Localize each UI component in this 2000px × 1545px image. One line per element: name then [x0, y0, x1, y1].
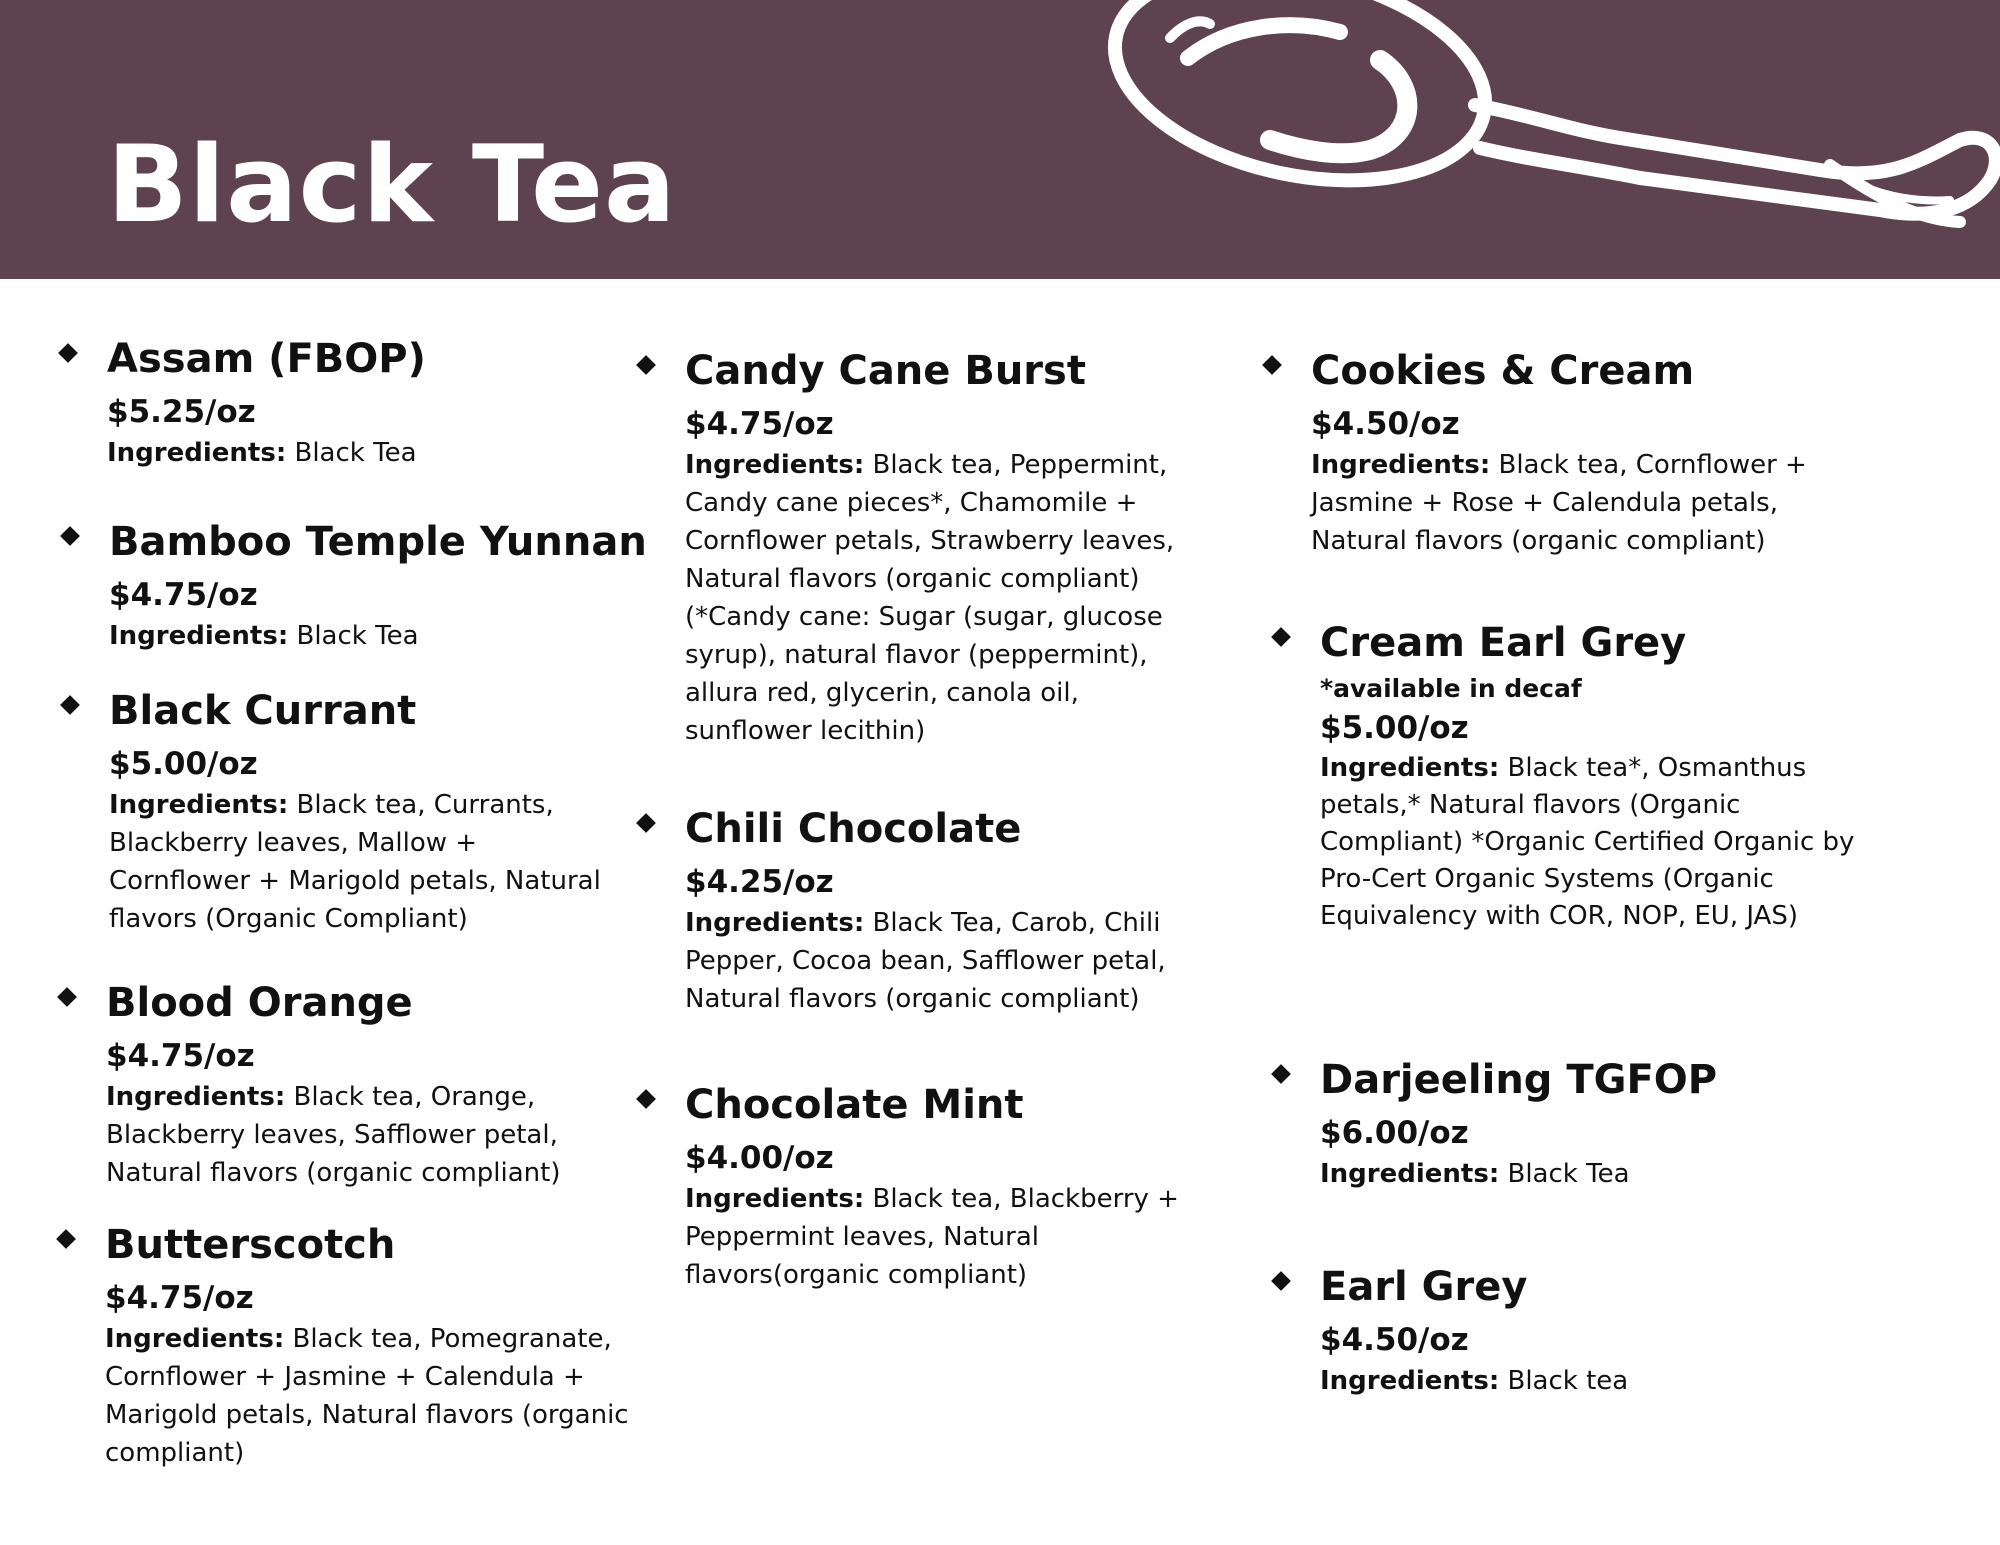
- tea-ingredients: [105, 1320, 660, 1472]
- tea-item-butterscotch: [105, 1222, 665, 1472]
- tea-item-darjeeling-tgfop: [1320, 1057, 1880, 1193]
- ingredients-text: Black tea, Blackberry + Peppermint leaves, Natural flavors(organic compliant): [685, 1184, 1179, 1290]
- tea-price: $4.75/oz: [109, 577, 258, 613]
- ingredients-label: Ingredients:: [1320, 1366, 1500, 1396]
- diamond-bullet-icon: [1271, 627, 1291, 647]
- tea-name: Chocolate Mint: [685, 1082, 1024, 1128]
- ingredients-label: Ingredients:: [1320, 1159, 1500, 1189]
- tea-name: Darjeeling TGFOP: [1320, 1057, 1718, 1103]
- ingredients-text: Black tea, Cornflower + Jasmine + Rose + Calendula petals, Natural flavors (organic compliant): [1311, 450, 1807, 556]
- tea-price: $5.00/oz: [1320, 710, 1469, 746]
- tea-name: Cream Earl Grey: [1320, 620, 1687, 666]
- ingredients-label: Ingredients:: [105, 1324, 285, 1354]
- diamond-bullet-icon: [56, 1229, 76, 1249]
- tea-name: Bamboo Temple Yunnan: [109, 519, 647, 565]
- tea-ingredients: [685, 904, 1215, 1018]
- ingredients-label: Ingredients:: [685, 908, 865, 938]
- tea-item-cream-earl-grey: [1320, 620, 1880, 935]
- diamond-bullet-icon: [57, 987, 77, 1007]
- tea-price: $4.50/oz: [1311, 406, 1460, 442]
- tea-price: $5.00/oz: [109, 746, 258, 782]
- tea-price: $6.00/oz: [1320, 1115, 1469, 1151]
- tea-ingredients: [1320, 1362, 1880, 1400]
- tea-name: Butterscotch: [105, 1222, 396, 1268]
- tea-price: $4.00/oz: [685, 1140, 834, 1176]
- tea-name: Blood Orange: [106, 980, 413, 1026]
- tea-item-chili-chocolate: [685, 806, 1245, 1018]
- ingredients-label: Ingredients:: [109, 790, 289, 820]
- tea-item-cookies-and-cream: [1311, 348, 1871, 560]
- tea-ingredients: [109, 617, 669, 655]
- tea-ingredients: [1311, 446, 1851, 560]
- diamond-bullet-icon: [1271, 1271, 1291, 1291]
- tea-name: Black Currant: [109, 688, 417, 734]
- tea-price: $4.75/oz: [105, 1280, 254, 1316]
- ingredients-label: Ingredients:: [685, 1184, 865, 1214]
- header-banner: [0, 0, 2000, 279]
- tea-ingredients: [685, 1180, 1215, 1294]
- ingredients-text: Black tea, Peppermint, Candy cane pieces*, Chamomile + Cornflower petals, Strawberry leaves, Natural flavors (organic compliant) (*Candy cane: Sugar (sugar, glucose syrup), natural flavor (peppermint), allura red, glycerin, canola oil, sunflower lecithin): [685, 450, 1175, 746]
- ingredients-text: Black tea, Currants, Blackberry leaves, Mallow + Cornflower + Marigold petals, Natural flavors (Organic Compliant): [109, 790, 601, 934]
- ingredients-label: Ingredients:: [1311, 450, 1491, 480]
- tea-price: $4.50/oz: [1320, 1322, 1469, 1358]
- ingredients-text: Black tea*, Osmanthus petals,* Natural flavors (Organic Compliant) *Organic Certified Organic by Pro-Cert Organic Systems (Organic Equivalency with COR, NOP, EU, JAS): [1320, 753, 1855, 931]
- tea-name: Assam (FBOP): [107, 336, 426, 382]
- tea-price: $4.75/oz: [106, 1038, 255, 1074]
- ingredients-text: Black Tea: [1507, 1159, 1630, 1189]
- tea-price: $4.75/oz: [685, 406, 834, 442]
- tea-price: $5.25/oz: [107, 394, 256, 430]
- ingredients-label: Ingredients:: [106, 1082, 286, 1112]
- diamond-bullet-icon: [60, 695, 80, 715]
- ingredients-label: Ingredients:: [685, 450, 865, 480]
- page-title: Black Tea: [107, 123, 677, 246]
- tea-item-black-currant: [109, 688, 669, 938]
- tea-ingredients: [109, 786, 609, 938]
- tea-name: Earl Grey: [1320, 1264, 1528, 1310]
- spoon-illustration-icon: [1100, 0, 2000, 279]
- tea-item-earl-grey: [1320, 1264, 1880, 1400]
- tea-item-chocolate-mint: [685, 1082, 1245, 1294]
- ingredients-label: Ingredients:: [109, 621, 289, 651]
- ingredients-text: Black tea, Orange, Blackberry leaves, Safflower petal, Natural flavors (organic compliant): [106, 1082, 561, 1188]
- tea-price: $4.25/oz: [685, 864, 834, 900]
- tea-ingredients: [107, 434, 667, 472]
- tea-item-candy-cane-burst: [685, 348, 1245, 750]
- tea-name: Cookies & Cream: [1311, 348, 1695, 394]
- tea-ingredients: [1320, 750, 1855, 935]
- tea-ingredients: [685, 446, 1205, 750]
- ingredients-text: Black Tea: [296, 621, 419, 651]
- tea-ingredients: [1320, 1155, 1880, 1193]
- ingredients-label: Ingredients:: [107, 438, 287, 468]
- decaf-note: *available in decaf: [1320, 674, 1582, 703]
- diamond-bullet-icon: [60, 526, 80, 546]
- tea-name: Chili Chocolate: [685, 806, 1022, 852]
- ingredients-label: Ingredients:: [1320, 753, 1500, 783]
- tea-ingredients: [106, 1078, 606, 1192]
- diamond-bullet-icon: [58, 343, 78, 363]
- tea-item-blood-orange: [106, 980, 666, 1192]
- diamond-bullet-icon: [1262, 355, 1282, 375]
- tea-name: Candy Cane Burst: [685, 348, 1086, 394]
- tea-item-bamboo-temple-yunnan: [109, 519, 669, 655]
- ingredients-text: Black tea: [1507, 1366, 1629, 1396]
- ingredients-text: Black Tea, Carob, Chili Pepper, Cocoa bean, Safflower petal, Natural flavors (organic compliant): [685, 908, 1166, 1014]
- ingredients-text: Black Tea: [294, 438, 417, 468]
- ingredients-text: Black tea, Pomegranate, Cornflower + Jasmine + Calendula + Marigold petals, Natural flavors (organic compliant): [105, 1324, 629, 1468]
- diamond-bullet-icon: [1271, 1064, 1291, 1084]
- tea-item-assam: [107, 336, 667, 472]
